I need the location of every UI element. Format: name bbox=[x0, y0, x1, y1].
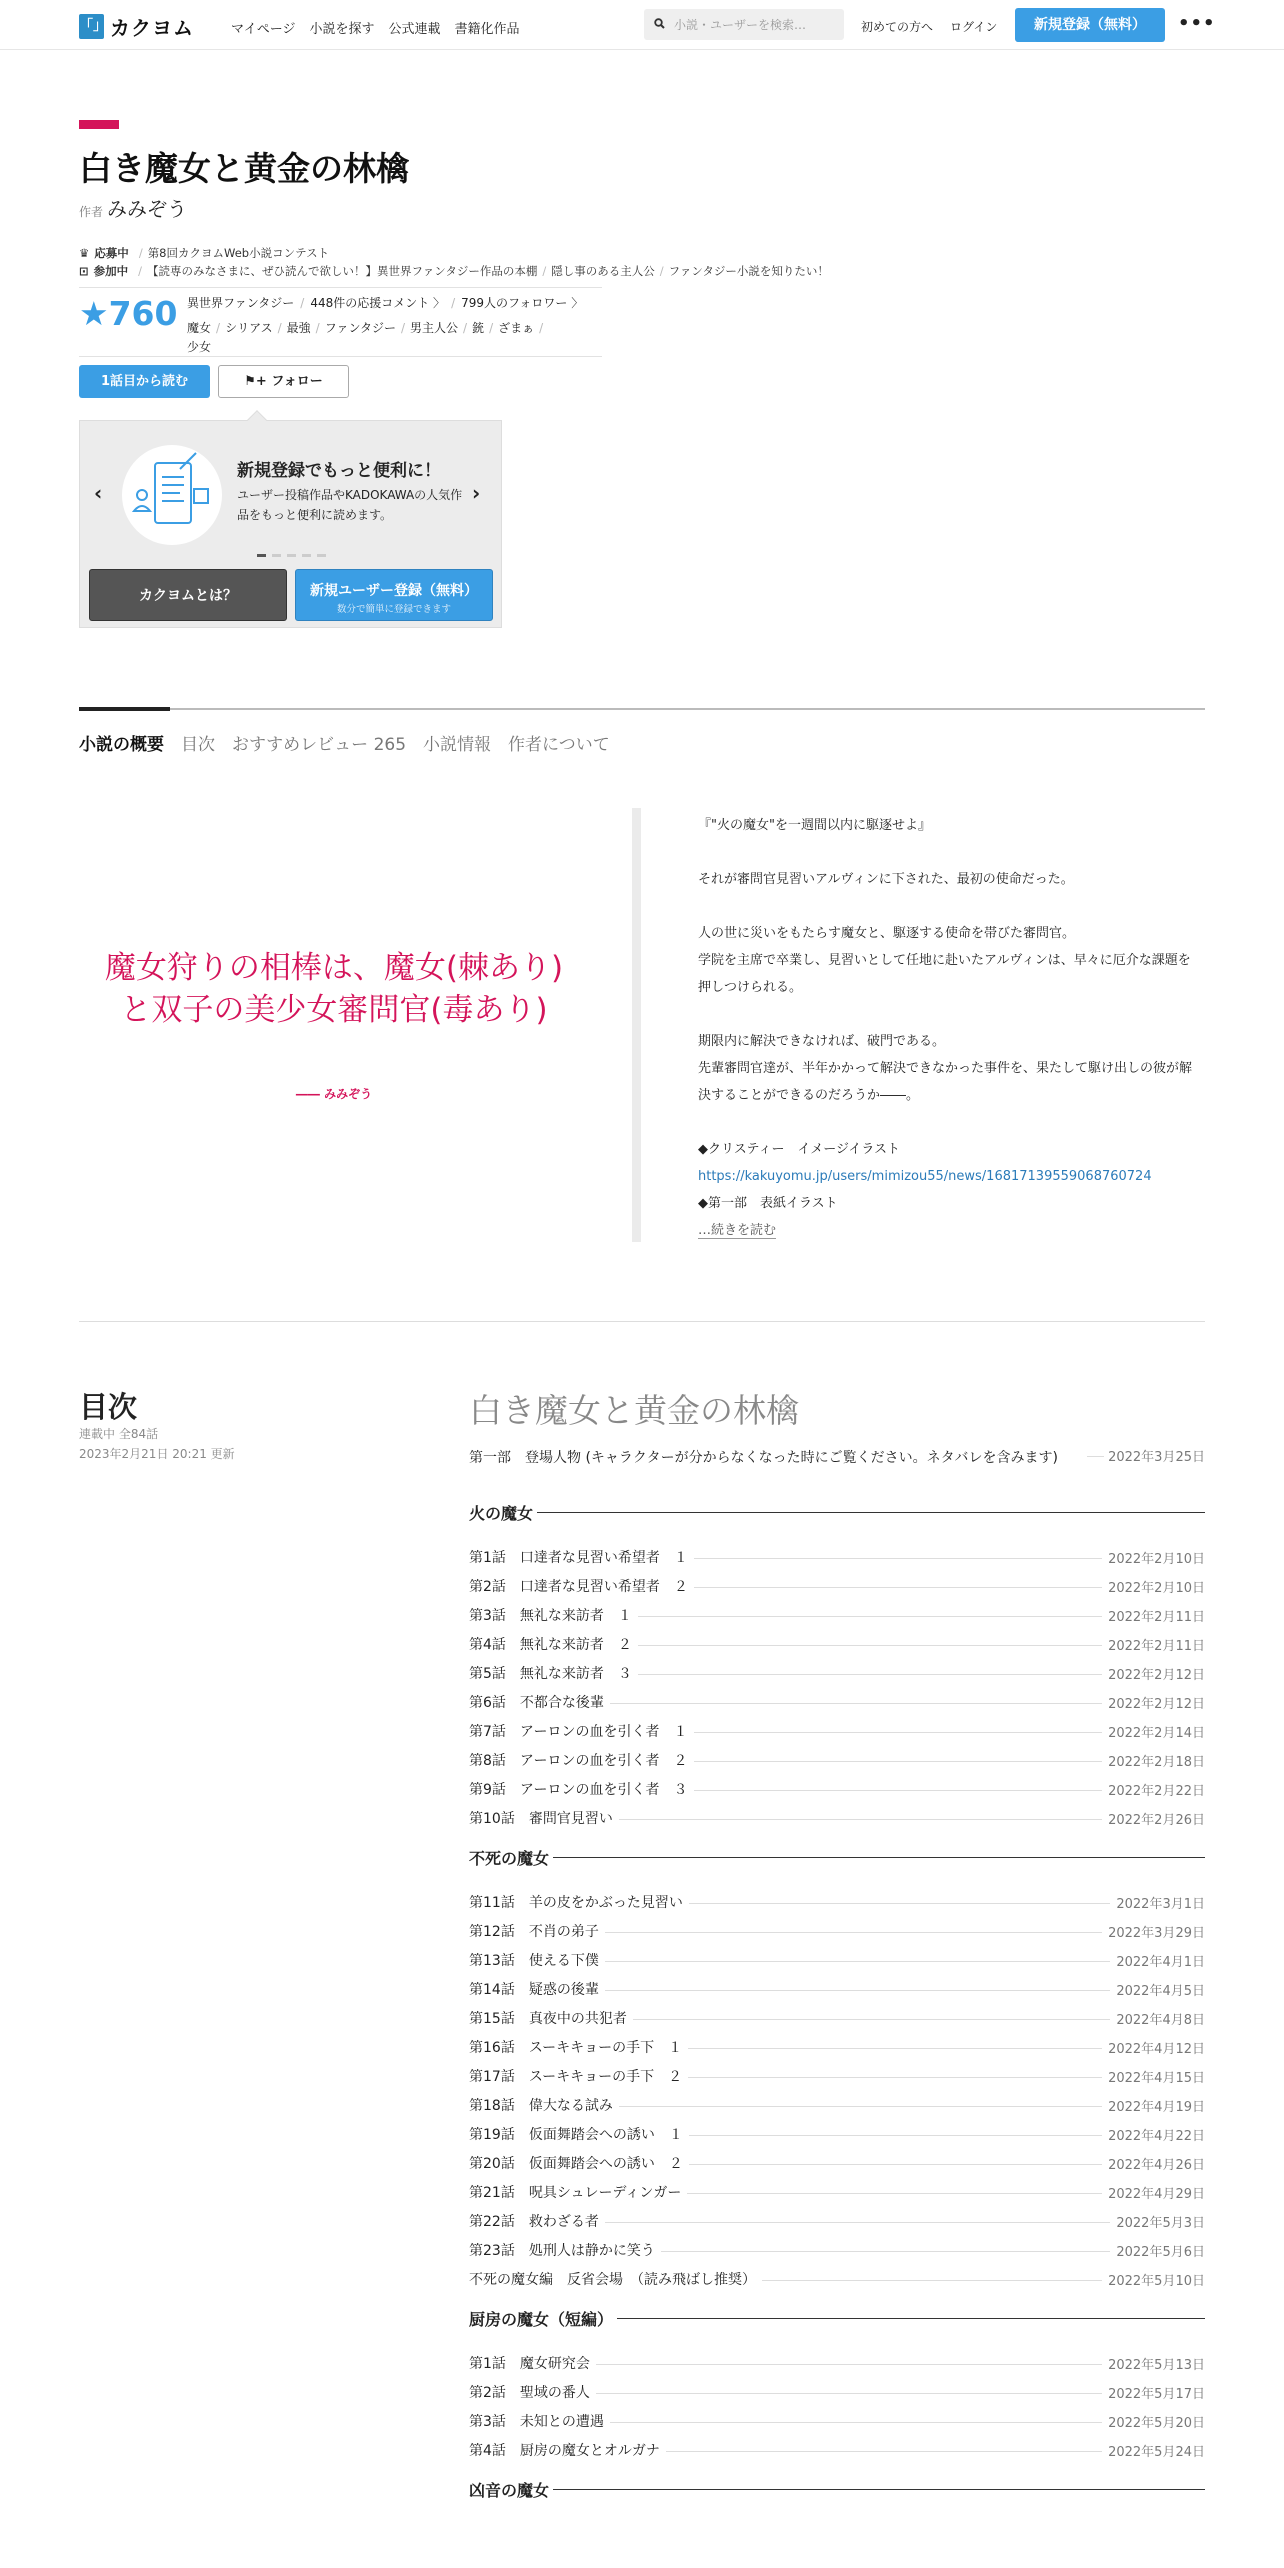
tag[interactable]: 少女 bbox=[187, 340, 212, 354]
episode-item[interactable] bbox=[469, 2373, 1205, 2402]
toc-updated: 2023年2月21日 20:21 更新 bbox=[79, 1447, 235, 1461]
tab-author[interactable]: 作者について bbox=[508, 735, 610, 755]
star-count[interactable]: ★760 bbox=[79, 294, 178, 333]
join-line: ⊡ 参加中 / 【読専のみなさまに、ぜひ読んで欲しい！】異世界ファンタジー作品の本棚 / 隠し事のある主人公 / ファンタジー小説を知りたい！ bbox=[79, 264, 829, 278]
author-line bbox=[79, 193, 187, 222]
episode-date: 2022年2月14日 bbox=[1108, 1726, 1205, 1741]
episode-item[interactable] bbox=[469, 2115, 1205, 2144]
bookshelf-icon: ⊡ bbox=[79, 264, 89, 278]
intro-text: 学院を主席で卒業し、見習いとして任地に赴いたアルヴィンは、早々に厄介な課題を押しつけられる。 bbox=[698, 953, 1191, 995]
chapter-title: 凶音の魔女 bbox=[469, 2481, 550, 2500]
stat-line: 異世界ファンタジー / 448件の応援コメント 〉 / 799人のフォロワー 〉 bbox=[187, 296, 584, 310]
global-nav bbox=[231, 18, 520, 37]
logo-text: カクヨム bbox=[110, 16, 194, 40]
comments-link[interactable]: 448件の応援コメント 〉 bbox=[310, 296, 446, 310]
episode-title: 第5話 無礼な来訪者 ３ bbox=[469, 1663, 638, 1683]
episode-date: 2022年2月18日 bbox=[1108, 1755, 1205, 1770]
contest-link[interactable]: 第8回カクヨムWeb小説コンテスト bbox=[147, 246, 330, 260]
user-register-sub: 数分で簡単に登録できます bbox=[336, 604, 451, 615]
episode-date: 2022年3月1日 bbox=[1116, 1897, 1205, 1912]
episode-date: 2022年2月11日 bbox=[1108, 1610, 1205, 1625]
episode-item[interactable] bbox=[469, 1712, 1205, 1741]
follow-label: フォロー bbox=[271, 374, 323, 389]
episode-item[interactable] bbox=[469, 1683, 1205, 1712]
phone-illustration-icon bbox=[122, 445, 222, 545]
search-input[interactable] bbox=[644, 9, 844, 40]
tag[interactable]: ざまぁ bbox=[498, 321, 535, 335]
episode-item[interactable] bbox=[469, 1596, 1205, 1625]
episode-item[interactable] bbox=[469, 2431, 1205, 2460]
episode-item[interactable] bbox=[469, 1999, 1205, 2028]
episode-title: 第2話 聖域の番人 bbox=[469, 2382, 596, 2402]
episode-item[interactable] bbox=[469, 1970, 1205, 1999]
search-placeholder: 小説・ユーザーを検索… bbox=[674, 18, 807, 32]
episode-item[interactable] bbox=[469, 1883, 1205, 1912]
episode-item[interactable] bbox=[469, 2344, 1205, 2373]
episode-date: 2022年5月6日 bbox=[1116, 2245, 1205, 2260]
accent-bar bbox=[79, 120, 119, 129]
catchphrase-author: ―― みみぞう bbox=[295, 1087, 373, 1101]
episode-date: 2022年2月12日 bbox=[1108, 1668, 1205, 1683]
episode-date: 2022年5月13日 bbox=[1108, 2358, 1205, 2373]
crown-icon: ♛ bbox=[79, 246, 90, 260]
about-kakuyomu-button[interactable]: カクヨムとは？ bbox=[89, 569, 287, 621]
tab-overview[interactable]: 小説の概要 bbox=[79, 735, 164, 755]
site-logo[interactable] bbox=[79, 12, 194, 41]
episode-title: 第4話 厨房の魔女とオルガナ bbox=[469, 2440, 666, 2460]
toc-heading: 目次 bbox=[79, 1390, 138, 1424]
intro-text: 期限内に解決できなければ、破門である。 bbox=[698, 1034, 946, 1049]
episode-date: 2022年2月10日 bbox=[1108, 1552, 1205, 1567]
episode-title: 第6話 不都合な後輩 bbox=[469, 1692, 610, 1712]
chapter-heading bbox=[469, 2307, 1205, 2330]
episode-date: 2022年5月20日 bbox=[1108, 2416, 1205, 2431]
chapter-heading bbox=[469, 1501, 1205, 1524]
episode-date: 2022年4月19日 bbox=[1108, 2100, 1205, 2115]
episode-date: 2022年2月22日 bbox=[1108, 1784, 1205, 1799]
join-item[interactable]: ファンタジー小説を知りたい！ bbox=[668, 264, 829, 278]
site-header bbox=[0, 0, 1284, 50]
episode-title: 第1話 口達者な見習い希望者 １ bbox=[469, 1547, 694, 1567]
followers-link[interactable]: 799人のフォロワー 〉 bbox=[461, 296, 584, 310]
search-icon bbox=[654, 18, 665, 32]
chapter-list bbox=[469, 1501, 1205, 2501]
contest-line: ♛ 応募中 / 第8回カクヨムWeb小説コンテスト bbox=[79, 246, 330, 260]
episode-date: 2022年2月11日 bbox=[1108, 1639, 1205, 1654]
episode-title: 第一部 登場人物 (キャラクターが分からなくなった時にご覧ください。ネタバレを含みます) bbox=[469, 1450, 1058, 1466]
beginner-link[interactable]: 初めての方へ bbox=[861, 20, 934, 34]
episode-item[interactable] bbox=[469, 2173, 1205, 2202]
episode-title: 第3話 無礼な来訪者 １ bbox=[469, 1605, 638, 1625]
intro-text: 人の世に災いをもたらす魔女と、駆逐する使命を帯びた審問官。 bbox=[698, 926, 1076, 941]
episode-item[interactable] bbox=[469, 2086, 1205, 2115]
episode-item[interactable] bbox=[469, 1770, 1205, 1799]
episode-title: 第20話 仮面舞踏会への誘い ２ bbox=[469, 2153, 689, 2173]
episode-title: 第4話 無礼な来訪者 ２ bbox=[469, 1634, 638, 1654]
episode-item[interactable] bbox=[469, 2144, 1205, 2173]
join-key: 参加中 bbox=[93, 264, 129, 278]
episode-date: 2022年4月26日 bbox=[1108, 2158, 1205, 2173]
tag[interactable]: 最強 bbox=[286, 321, 311, 335]
read-first-button[interactable]: 1話目から読む bbox=[79, 365, 210, 398]
chapter-heading bbox=[469, 1846, 1205, 1869]
episode-date: 2022年4月29日 bbox=[1108, 2187, 1205, 2202]
episode-title: 第19話 仮面舞踏会への誘い １ bbox=[469, 2124, 689, 2144]
episode-title: 第16話 スーキキョーの手下 １ bbox=[469, 2037, 688, 2057]
episode-item[interactable] bbox=[469, 1912, 1205, 1941]
promo-caret bbox=[247, 410, 267, 430]
chapter-title: 厨房の魔女（短編） bbox=[469, 2310, 614, 2329]
chevron-left-icon[interactable]: ‹ bbox=[94, 481, 103, 505]
episode-date: 2022年4月22日 bbox=[1108, 2129, 1205, 2144]
episode-title: 不死の魔女編 反省会場 （読み飛ばし推奨） bbox=[469, 2269, 762, 2289]
promo-title: 新規登録でもっと便利に！ bbox=[237, 461, 441, 481]
episode-title: 第7話 アーロンの血を引く者 １ bbox=[469, 1721, 694, 1741]
episode-title: 第23話 処刑人は静かに笑う bbox=[469, 2240, 661, 2260]
intro-text: 『"火の魔女"を一週間以内に駆逐せよ』 bbox=[698, 818, 931, 833]
author-name[interactable]: みみぞう bbox=[107, 197, 188, 221]
section-divider bbox=[79, 1321, 1205, 1322]
tag[interactable]: 魔女 bbox=[187, 321, 212, 335]
tag-list: 魔女 / シリアス / 最強 / ファンタジー / 男主人公 / 銃 / ざまぁ / 少女 bbox=[187, 321, 544, 354]
chapter-title: 火の魔女 bbox=[469, 1504, 534, 1523]
work-title[interactable]: 白き魔女と黄金の林檎 bbox=[79, 149, 409, 188]
more-menu-icon[interactable]: ••• bbox=[1178, 13, 1216, 34]
contest-key: 応募中 bbox=[94, 246, 129, 260]
toc-work-title: 白き魔女と黄金の林檎 bbox=[469, 1391, 799, 1430]
logo-mark: 「」 bbox=[79, 14, 104, 39]
tab-underline bbox=[79, 708, 1205, 710]
episode-date: 2022年4月15日 bbox=[1108, 2071, 1205, 2086]
episode-date: 2022年4月12日 bbox=[1108, 2042, 1205, 2057]
episode-title: 第17話 スーキキョーの手下 ２ bbox=[469, 2066, 688, 2086]
work-tabs bbox=[79, 730, 610, 755]
episode-title: 第1話 魔女研究会 bbox=[469, 2353, 596, 2373]
bookmark-plus-icon: ⚑+ bbox=[244, 374, 267, 389]
episode-date: 2022年5月3日 bbox=[1116, 2216, 1205, 2231]
episode-title: 第8話 アーロンの血を引く者 ２ bbox=[469, 1750, 694, 1770]
tag[interactable]: ファンタジー bbox=[324, 321, 396, 335]
nav-mypage[interactable]: マイページ bbox=[231, 22, 296, 37]
episode-item[interactable] bbox=[469, 1538, 1205, 1567]
chevron-right-icon[interactable]: › bbox=[472, 481, 481, 505]
nav-books[interactable]: 書籍化作品 bbox=[454, 22, 520, 37]
episode-item[interactable] bbox=[469, 1941, 1205, 1970]
episode-item[interactable] bbox=[469, 2202, 1205, 2231]
episode-title: 第15話 真夜中の共犯者 bbox=[469, 2008, 633, 2028]
episode-date: 2022年2月10日 bbox=[1108, 1581, 1205, 1596]
promo-pagination[interactable] bbox=[257, 554, 326, 557]
catchphrase: 魔女狩りの相棒は、魔女(棘あり)と双子の美少女審問官(毒あり) bbox=[104, 950, 564, 1028]
genre-link[interactable]: 異世界ファンタジー bbox=[187, 296, 295, 310]
tab-reviews[interactable]: おすすめレビュー 265 bbox=[232, 735, 407, 755]
episode-item[interactable] bbox=[469, 2231, 1205, 2260]
episode-item[interactable] bbox=[469, 2402, 1205, 2431]
episode-item[interactable] bbox=[469, 1447, 1205, 1483]
episode-date: 2022年5月10日 bbox=[1108, 2274, 1205, 2289]
intro-text: それが審問官見習いアルヴィンに下された、最初の使命だった。 bbox=[698, 872, 1074, 887]
episode-title: 第2話 口達者な見習い希望者 ２ bbox=[469, 1576, 694, 1596]
author-label: 作者 bbox=[79, 205, 104, 219]
episode-date: 2022年5月17日 bbox=[1108, 2387, 1205, 2402]
login-link[interactable]: ログイン bbox=[950, 20, 998, 34]
episode-date: 2022年3月25日 bbox=[1108, 1450, 1205, 1465]
episode-title: 第3話 未知との遭遇 bbox=[469, 2411, 610, 2431]
episode-title: 第14話 疑惑の後輩 bbox=[469, 1979, 605, 1999]
intro-text: ◆第一部 表紙イラスト bbox=[698, 1196, 838, 1211]
introduction bbox=[698, 812, 1198, 1244]
toc-status: 連載中 全84話 bbox=[79, 1427, 159, 1441]
join-item[interactable]: 【読専のみなさまに、ぜひ読んで欲しい！】異世界ファンタジー作品の本棚 bbox=[147, 264, 538, 278]
episode-title: 第10話 審問官見習い bbox=[469, 1808, 619, 1828]
chapter-title: 不死の魔女 bbox=[469, 1849, 550, 1868]
episode-date: 2022年4月5日 bbox=[1116, 1984, 1205, 1999]
episode-title: 第21話 呪具シュレーディンガー bbox=[469, 2182, 687, 2202]
episode-title: 第13話 使える下僕 bbox=[469, 1950, 605, 1970]
nav-official[interactable]: 公式連載 bbox=[388, 22, 441, 37]
divider bbox=[632, 808, 641, 1242]
episode-date: 2022年2月12日 bbox=[1108, 1697, 1205, 1712]
tab-toc[interactable]: 目次 bbox=[181, 735, 215, 755]
episode-title: 第11話 羊の皮をかぶった見習い bbox=[469, 1892, 689, 1912]
episode-title: 第18話 偉大なる試み bbox=[469, 2095, 619, 2115]
episode-title: 第22話 救わざる者 bbox=[469, 2211, 605, 2231]
episode-date: 2022年4月1日 bbox=[1116, 1955, 1205, 1970]
episode-date: 2022年3月29日 bbox=[1108, 1926, 1205, 1941]
episode-date: 2022年4月8日 bbox=[1116, 2013, 1205, 2028]
tab-info[interactable]: 小説情報 bbox=[423, 735, 492, 755]
join-item[interactable]: 隠し事のある主人公 bbox=[551, 264, 655, 278]
tag[interactable]: シリアス bbox=[225, 321, 273, 335]
episode-item[interactable] bbox=[469, 1625, 1205, 1654]
episode-title: 第9話 アーロンの血を引く者 ３ bbox=[469, 1779, 694, 1799]
work-meta bbox=[79, 287, 602, 357]
user-register-label: 新規ユーザー登録（無料） bbox=[310, 583, 478, 599]
tag[interactable]: 男主人公 bbox=[410, 321, 459, 335]
nav-search-novels[interactable]: 小説を探す bbox=[309, 22, 375, 37]
episode-item[interactable] bbox=[469, 2057, 1205, 2086]
intro-text: ◆クリスティー イメージイラスト bbox=[698, 1142, 901, 1157]
register-button[interactable]: 新規登録（無料） bbox=[1015, 8, 1165, 42]
episode-item[interactable] bbox=[469, 1567, 1205, 1596]
episode-item[interactable] bbox=[469, 1741, 1205, 1770]
user-register-button[interactable] bbox=[295, 569, 493, 621]
episode-title: 第12話 不肖の弟子 bbox=[469, 1921, 605, 1941]
table-of-contents bbox=[469, 1385, 1205, 2515]
chapter-heading bbox=[469, 2478, 1205, 2501]
episode-date: 2022年2月26日 bbox=[1108, 1813, 1205, 1828]
episode-item[interactable] bbox=[469, 1799, 1205, 1828]
tag[interactable]: 銃 bbox=[472, 321, 485, 335]
episode-item[interactable] bbox=[469, 1654, 1205, 1683]
illustration-link[interactable]: https://kakuyomu.jp/users/mimizou55/news/16817139559068760724 bbox=[698, 1169, 1152, 1184]
promo-text: ユーザー投稿作品やKADOKAWAの人気作品をもっと便利に読めます。 bbox=[237, 488, 463, 522]
follow-button[interactable] bbox=[218, 365, 349, 398]
episode-item[interactable] bbox=[469, 2260, 1205, 2289]
signup-promo bbox=[79, 420, 502, 628]
episode-date: 2022年5月24日 bbox=[1108, 2445, 1205, 2460]
intro-text: 先輩審問官達が、半年かかって解決できなかった事件を、果たして駆け出しの彼が解決することができるのだろうか――。 bbox=[698, 1061, 1193, 1103]
read-more-link[interactable]: …続きを読む bbox=[698, 1223, 777, 1238]
episode-item[interactable] bbox=[469, 2028, 1205, 2057]
